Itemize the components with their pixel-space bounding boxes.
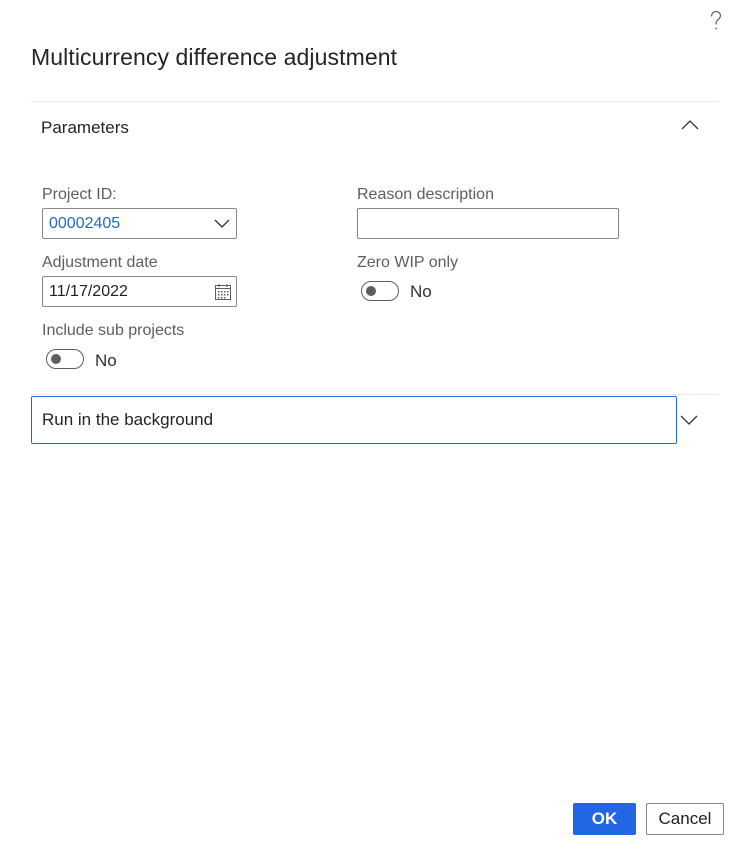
toggle-knob [51, 354, 61, 364]
adjustment-date-field[interactable] [42, 276, 237, 307]
run-in-background-title: Run in the background [42, 410, 214, 429]
run-in-background-section-header[interactable] [31, 396, 677, 444]
question-mark-icon[interactable] [708, 10, 724, 32]
toggle-knob [366, 286, 376, 296]
reason-description-field[interactable] [357, 208, 619, 239]
project-id-value[interactable]: 00002405 [49, 215, 121, 232]
dialog-title: Multicurrency difference adjustment [31, 44, 398, 70]
project-id-field[interactable] [42, 208, 237, 239]
zero-wip-only-state: No [410, 282, 432, 301]
ok-button[interactable]: OK [573, 803, 636, 835]
project-id-label: Project ID: [42, 186, 117, 203]
adjustment-date-value: 11/17/2022 [49, 283, 128, 300]
chevron-down-icon[interactable] [680, 414, 698, 426]
parameters-section-title: Parameters [41, 118, 129, 137]
divider [31, 394, 719, 395]
include-sub-projects-state: No [95, 351, 117, 370]
parameters-section-header[interactable] [31, 102, 719, 154]
cancel-button[interactable]: Cancel [646, 803, 724, 835]
calendar-icon[interactable] [214, 283, 232, 301]
chevron-up-icon[interactable] [681, 119, 699, 131]
adjustment-date-label: Adjustment date [42, 254, 158, 271]
reason-description-label: Reason description [357, 186, 494, 203]
include-sub-projects-toggle[interactable] [46, 349, 84, 369]
include-sub-projects-label: Include sub projects [42, 322, 185, 339]
chevron-down-icon[interactable] [214, 219, 230, 229]
zero-wip-only-toggle[interactable] [361, 281, 399, 301]
zero-wip-only-label: Zero WIP only [357, 254, 459, 271]
